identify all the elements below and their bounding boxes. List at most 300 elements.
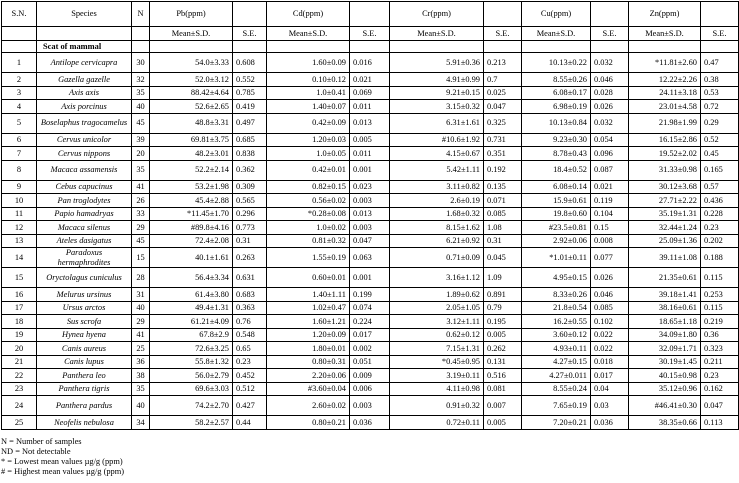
cu-mean-cell: 4.27±0.011 — [522, 369, 591, 383]
n-cell: 30 — [132, 53, 150, 73]
cr-mean-cell: 3.15±0.32 — [390, 100, 484, 114]
pb-se-cell: 0.419 — [233, 100, 267, 114]
n-cell: 35 — [132, 86, 150, 100]
cu-mean-cell: 7.65±0.19 — [522, 396, 591, 416]
cr-se-cell: 0.891 — [484, 288, 522, 302]
sn-cell: 3 — [2, 86, 37, 100]
cu-mean-cell: 6.08±0.14 — [522, 180, 591, 194]
zn-mean-cell: *11.81±2.60 — [629, 53, 701, 73]
table-row — [2, 221, 739, 235]
cd-mean-cell: 1.80±0.01 — [267, 342, 350, 356]
cr-mean-cell: 3.16±1.12 — [390, 268, 484, 288]
cu-se-cell: 0.03 — [591, 396, 629, 416]
cr-mean-cell: 5.42±1.11 — [390, 160, 484, 180]
group-blank — [591, 41, 629, 53]
cd-se-cell: 0.005 — [350, 133, 390, 147]
zn-se-cell: 0.047 — [701, 396, 739, 416]
pb-se-cell: 0.31 — [233, 234, 267, 248]
cr-se-cell: 0.516 — [484, 369, 522, 383]
sn-cell: 25 — [2, 416, 37, 430]
cd-mean-cell: 0.56±0.02 — [267, 194, 350, 208]
cu-mean-cell: 2.92±0.06 — [522, 234, 591, 248]
group-label: Scat of mammal — [37, 41, 132, 53]
n-cell: 15 — [132, 248, 150, 268]
zn-mean-cell: 34.09±1.80 — [629, 328, 701, 342]
cr-mean-cell: #10.6±1.92 — [390, 133, 484, 147]
pb-se-cell: 0.608 — [233, 53, 267, 73]
cr-se-cell: 0.213 — [484, 53, 522, 73]
cd-se-cell: 0.051 — [350, 355, 390, 369]
footnote-line: * = Lowest mean values µg/g (ppm) — [1, 457, 123, 466]
cu-se-cell: 0.087 — [591, 160, 629, 180]
group-blank — [701, 41, 739, 53]
zn-mean-cell: 39.18±1.41 — [629, 288, 701, 302]
cd-se-cell: 0.009 — [350, 369, 390, 383]
footnote-line: ND = Not detectable — [1, 447, 71, 456]
zn-se-cell: 0.188 — [701, 248, 739, 268]
species-cell: Hynea hyena — [37, 328, 132, 342]
pb-mean-cell: 54.0±3.33 — [150, 53, 233, 73]
table-row — [2, 160, 739, 180]
header-cr: Cr(ppm) — [390, 2, 484, 27]
cd-se-cell: 0.017 — [350, 328, 390, 342]
n-cell: 32 — [132, 73, 150, 87]
sn-cell: 15 — [2, 268, 37, 288]
table-row — [2, 194, 739, 208]
zn-mean-cell: 31.33±0.98 — [629, 160, 701, 180]
zn-se-cell: 0.53 — [701, 86, 739, 100]
cr-se-cell: 0.325 — [484, 113, 522, 133]
pb-se-cell: 0.631 — [233, 268, 267, 288]
zn-mean-cell: 30.19±1.45 — [629, 355, 701, 369]
table-row — [2, 113, 739, 133]
table-row — [2, 382, 739, 396]
cu-mean-cell: 18.4±0.52 — [522, 160, 591, 180]
group-blank — [390, 41, 484, 53]
species-cell: Paradoxus hermaphrodites — [37, 248, 132, 268]
n-cell: 41 — [132, 180, 150, 194]
cd-mean-cell: 1.55±0.19 — [267, 248, 350, 268]
cu-se-cell: 0.036 — [591, 416, 629, 430]
cr-se-cell: 0.025 — [484, 86, 522, 100]
header-row — [2, 2, 739, 27]
cr-mean-cell: 4.11±0.98 — [390, 382, 484, 396]
cu-mean-cell: 16.2±0.55 — [522, 315, 591, 329]
cd-se-cell: 0.224 — [350, 315, 390, 329]
cr-mean-cell: 3.11±0.82 — [390, 180, 484, 194]
zn-se-cell: 0.436 — [701, 194, 739, 208]
cu-se-cell: 0.119 — [591, 194, 629, 208]
n-cell: 35 — [132, 160, 150, 180]
pb-mean-cell: 49.4±1.31 — [150, 301, 233, 315]
cu-se-cell: 0.018 — [591, 355, 629, 369]
species-cell: Ateles dasigatus — [37, 234, 132, 248]
n-cell: 26 — [132, 194, 150, 208]
cu-mean-cell: *1.01±0.11 — [522, 248, 591, 268]
cd-mean-cell: 0.81±0.32 — [267, 234, 350, 248]
cr-mean-cell: 2.05±1.05 — [390, 301, 484, 315]
n-cell: 20 — [132, 147, 150, 161]
pb-mean-cell: 58.2±2.57 — [150, 416, 233, 430]
pb-mean-cell: 69.6±3.03 — [150, 382, 233, 396]
subheader-blank — [2, 27, 37, 41]
sn-cell: 8 — [2, 160, 37, 180]
n-cell: 25 — [132, 342, 150, 356]
n-cell: 41 — [132, 328, 150, 342]
table-row — [2, 315, 739, 329]
cd-mean-cell: 1.60±1.21 — [267, 315, 350, 329]
table-row — [2, 396, 739, 416]
subheader-zn-mean: Mean±S.D. — [629, 27, 701, 41]
cu-mean-cell: 8.33±0.26 — [522, 288, 591, 302]
sn-cell: 13 — [2, 234, 37, 248]
sn-cell: 11 — [2, 207, 37, 221]
pb-mean-cell: #89.8±4.16 — [150, 221, 233, 235]
cu-mean-cell: 10.13±0.22 — [522, 53, 591, 73]
zn-se-cell: 0.165 — [701, 160, 739, 180]
sn-cell: 23 — [2, 382, 37, 396]
sn-cell: 20 — [2, 342, 37, 356]
header-zn-blank — [701, 2, 739, 27]
zn-mean-cell: 35.12±0.96 — [629, 382, 701, 396]
sn-cell: 16 — [2, 288, 37, 302]
cu-se-cell: 0.054 — [591, 133, 629, 147]
sn-cell: 17 — [2, 301, 37, 315]
pb-mean-cell: 72.6±3.25 — [150, 342, 233, 356]
cr-se-cell: 0.262 — [484, 342, 522, 356]
table-row — [2, 342, 739, 356]
pb-mean-cell: 52.2±2.14 — [150, 160, 233, 180]
species-cell: Cervus nippons — [37, 147, 132, 161]
cd-mean-cell: 0.80±0.21 — [267, 416, 350, 430]
table-row — [2, 288, 739, 302]
cu-se-cell: 0.022 — [591, 328, 629, 342]
species-cell: Panthera tigris — [37, 382, 132, 396]
header-pb: Pb(ppm) — [150, 2, 233, 27]
zn-mean-cell: 23.01±4.58 — [629, 100, 701, 114]
cd-se-cell: 0.074 — [350, 301, 390, 315]
n-cell: 29 — [132, 315, 150, 329]
subheader-cr-mean: Mean±S.D. — [390, 27, 484, 41]
footnote-line: # = Highest mean values µg/g (ppm) — [1, 467, 125, 476]
sn-cell: 24 — [2, 396, 37, 416]
pb-mean-cell: 67.8±2.9 — [150, 328, 233, 342]
sn-cell: 6 — [2, 133, 37, 147]
zn-se-cell: 0.23 — [701, 221, 739, 235]
table-row — [2, 248, 739, 268]
cu-se-cell: 0.046 — [591, 288, 629, 302]
subheader-blank — [37, 27, 132, 41]
cu-mean-cell: 6.08±0.17 — [522, 86, 591, 100]
table-row — [2, 147, 739, 161]
n-cell: 34 — [132, 416, 150, 430]
cr-se-cell: 0.007 — [484, 396, 522, 416]
cu-se-cell: 0.04 — [591, 382, 629, 396]
zn-mean-cell: 40.15±0.98 — [629, 369, 701, 383]
cr-mean-cell: 2.6±0.19 — [390, 194, 484, 208]
sn-cell: 10 — [2, 194, 37, 208]
sn-cell: 7 — [2, 147, 37, 161]
n-cell: 28 — [132, 268, 150, 288]
pb-mean-cell: 56.4±3.34 — [150, 268, 233, 288]
zn-mean-cell: 21.35±0.61 — [629, 268, 701, 288]
cu-se-cell: 0.102 — [591, 315, 629, 329]
sn-cell: 12 — [2, 221, 37, 235]
pb-mean-cell: 52.0±3.12 — [150, 73, 233, 87]
cr-mean-cell: 8.15±1.62 — [390, 221, 484, 235]
zn-se-cell: 0.23 — [701, 369, 739, 383]
pb-se-cell: 0.512 — [233, 382, 267, 396]
cu-se-cell: 0.022 — [591, 342, 629, 356]
cd-se-cell: 0.047 — [350, 234, 390, 248]
zn-mean-cell: 32.09±1.71 — [629, 342, 701, 356]
zn-se-cell: 0.57 — [701, 180, 739, 194]
n-cell: 45 — [132, 113, 150, 133]
pb-mean-cell: 61.4±3.80 — [150, 288, 233, 302]
cd-se-cell: 0.069 — [350, 86, 390, 100]
cd-se-cell: 0.011 — [350, 100, 390, 114]
cd-se-cell: 0.011 — [350, 147, 390, 161]
species-cell: Canis lupus — [37, 355, 132, 369]
cu-mean-cell: 7.20±0.21 — [522, 416, 591, 430]
subheader-blank — [132, 27, 150, 41]
cd-se-cell: 0.003 — [350, 194, 390, 208]
cu-se-cell: 0.026 — [591, 100, 629, 114]
zn-se-cell: 0.47 — [701, 53, 739, 73]
header-species: Species — [37, 2, 132, 27]
cd-se-cell: 0.002 — [350, 342, 390, 356]
group-blank — [350, 41, 390, 53]
species-cell: Panthera leo — [37, 369, 132, 383]
zn-mean-cell: 12.22±2.26 — [629, 73, 701, 87]
header-n: N — [132, 2, 150, 27]
cd-mean-cell: *0.28±0.08 — [267, 207, 350, 221]
header-cr-blank — [484, 2, 522, 27]
cu-se-cell: 0.017 — [591, 369, 629, 383]
header-sn: S.N. — [2, 2, 37, 27]
cd-se-cell: 0.013 — [350, 207, 390, 221]
cr-se-cell: 0.79 — [484, 301, 522, 315]
cd-mean-cell: 2.20±0.06 — [267, 369, 350, 383]
cd-se-cell: 0.036 — [350, 416, 390, 430]
species-cell: Panthera pardus — [37, 396, 132, 416]
n-cell: 38 — [132, 369, 150, 383]
subheader-pb-mean: Mean±S.D. — [150, 27, 233, 41]
sn-cell: 21 — [2, 355, 37, 369]
subheader-zn-se: S.E. — [701, 27, 739, 41]
pb-mean-cell: *11.45±1.70 — [150, 207, 233, 221]
pb-mean-cell: 55.8±1.32 — [150, 355, 233, 369]
pb-se-cell: 0.44 — [233, 416, 267, 430]
cu-mean-cell: 15.9±0.61 — [522, 194, 591, 208]
pb-se-cell: 0.683 — [233, 288, 267, 302]
zn-se-cell: 0.45 — [701, 147, 739, 161]
pb-se-cell: 0.548 — [233, 328, 267, 342]
header-pb-blank — [233, 2, 267, 27]
cu-mean-cell: 3.60±0.12 — [522, 328, 591, 342]
sn-cell: 22 — [2, 369, 37, 383]
zn-se-cell: 0.202 — [701, 234, 739, 248]
species-cell: Gazella gazelle — [37, 73, 132, 87]
pb-mean-cell: 74.2±2.70 — [150, 396, 233, 416]
n-cell: 33 — [132, 207, 150, 221]
cr-se-cell: 0.045 — [484, 248, 522, 268]
species-cell: Pan troglodytes — [37, 194, 132, 208]
cr-se-cell: 1.08 — [484, 221, 522, 235]
cr-mean-cell: 4.91±0.99 — [390, 73, 484, 87]
cr-se-cell: 0.31 — [484, 234, 522, 248]
species-cell: Macaca silenus — [37, 221, 132, 235]
zn-se-cell: 0.211 — [701, 355, 739, 369]
pb-se-cell: 0.785 — [233, 86, 267, 100]
zn-mean-cell: 32.44±1.24 — [629, 221, 701, 235]
zn-se-cell: 0.115 — [701, 301, 739, 315]
species-cell: Cervus unicolor — [37, 133, 132, 147]
n-cell: 31 — [132, 288, 150, 302]
cd-mean-cell: 1.20±0.03 — [267, 133, 350, 147]
cu-mean-cell: 4.95±0.15 — [522, 268, 591, 288]
table-row — [2, 133, 739, 147]
cr-se-cell: 0.071 — [484, 194, 522, 208]
cu-se-cell: 0.028 — [591, 86, 629, 100]
pb-se-cell: 0.65 — [233, 342, 267, 356]
cd-se-cell: 0.006 — [350, 382, 390, 396]
table-row — [2, 234, 739, 248]
table-row — [2, 207, 739, 221]
cd-mean-cell: 1.02±0.47 — [267, 301, 350, 315]
cu-se-cell: 0.096 — [591, 147, 629, 161]
species-cell: Melurus ursinus — [37, 288, 132, 302]
n-cell: 40 — [132, 301, 150, 315]
zn-mean-cell: 30.12±3.68 — [629, 180, 701, 194]
subheader-cd-mean: Mean±S.D. — [267, 27, 350, 41]
table-row — [2, 73, 739, 87]
cu-mean-cell: 6.98±0.19 — [522, 100, 591, 114]
pb-mean-cell: 48.2±3.01 — [150, 147, 233, 161]
species-cell: Sus scrofa — [37, 315, 132, 329]
cd-mean-cell: 2.60±0.02 — [267, 396, 350, 416]
cd-se-cell: 0.003 — [350, 221, 390, 235]
cu-mean-cell: 19.8±0.60 — [522, 207, 591, 221]
cd-mean-cell: 1.40±1.11 — [267, 288, 350, 302]
cr-mean-cell: 6.31±1.61 — [390, 113, 484, 133]
subheader-cu-mean: Mean±S.D. — [522, 27, 591, 41]
cu-se-cell: 0.15 — [591, 221, 629, 235]
pb-mean-cell: 48.8±3.31 — [150, 113, 233, 133]
pb-se-cell: 0.309 — [233, 180, 267, 194]
cr-mean-cell: 0.91±0.32 — [390, 396, 484, 416]
zn-mean-cell: 38.16±0.61 — [629, 301, 701, 315]
n-cell: 35 — [132, 382, 150, 396]
header-cu-blank — [591, 2, 629, 27]
pb-se-cell: 0.773 — [233, 221, 267, 235]
zn-se-cell: 0.162 — [701, 382, 739, 396]
pb-se-cell: 0.76 — [233, 315, 267, 329]
cr-se-cell: 0.192 — [484, 160, 522, 180]
n-cell: 39 — [132, 133, 150, 147]
data-table-container — [1, 1, 727, 430]
cr-mean-cell: 5.91±0.36 — [390, 53, 484, 73]
table-row — [2, 355, 739, 369]
cd-se-cell: 0.023 — [350, 180, 390, 194]
zn-mean-cell: 24.11±3.18 — [629, 86, 701, 100]
subheader-row — [2, 27, 739, 41]
pb-mean-cell: 56.0±2.79 — [150, 369, 233, 383]
pb-se-cell: 0.685 — [233, 133, 267, 147]
subheader-cd-se: S.E. — [350, 27, 390, 41]
cd-se-cell: 0.001 — [350, 160, 390, 180]
zn-se-cell: 0.115 — [701, 268, 739, 288]
table-row — [2, 53, 739, 73]
zn-se-cell: 0.253 — [701, 288, 739, 302]
cu-se-cell: 0.046 — [591, 73, 629, 87]
cr-se-cell: 0.081 — [484, 382, 522, 396]
cd-mean-cell: 0.42±0.01 — [267, 160, 350, 180]
pb-se-cell: 0.565 — [233, 194, 267, 208]
pb-se-cell: 0.363 — [233, 301, 267, 315]
species-cell: Macaca assamensis — [37, 160, 132, 180]
cd-se-cell: 0.001 — [350, 268, 390, 288]
group-blank — [233, 41, 267, 53]
zn-mean-cell: 39.11±1.08 — [629, 248, 701, 268]
n-cell: 45 — [132, 234, 150, 248]
zn-se-cell: 0.323 — [701, 342, 739, 356]
species-cell: Papio hamadryas — [37, 207, 132, 221]
pb-mean-cell: 40.1±1.61 — [150, 248, 233, 268]
zn-se-cell: 0.52 — [701, 133, 739, 147]
sn-cell: 19 — [2, 328, 37, 342]
cr-mean-cell: 4.15±0.67 — [390, 147, 484, 161]
pb-se-cell: 0.263 — [233, 248, 267, 268]
pb-mean-cell: 69.81±3.75 — [150, 133, 233, 147]
pb-mean-cell: 52.6±2.65 — [150, 100, 233, 114]
species-cell: Antilope cervicapra — [37, 53, 132, 73]
cd-se-cell: 0.003 — [350, 396, 390, 416]
pb-se-cell: 0.296 — [233, 207, 267, 221]
sn-cell: 2 — [2, 73, 37, 87]
cu-mean-cell: 8.55±0.26 — [522, 73, 591, 87]
cu-se-cell: 0.085 — [591, 301, 629, 315]
zn-mean-cell: 25.09±1.36 — [629, 234, 701, 248]
cu-mean-cell: 8.55±0.24 — [522, 382, 591, 396]
pb-se-cell: 0.552 — [233, 73, 267, 87]
cu-mean-cell: 10.13±0.84 — [522, 113, 591, 133]
zn-se-cell: 0.113 — [701, 416, 739, 430]
pb-mean-cell: 72.4±2.08 — [150, 234, 233, 248]
cr-se-cell: 0.005 — [484, 416, 522, 430]
cr-se-cell: 0.731 — [484, 133, 522, 147]
zn-se-cell: 0.72 — [701, 100, 739, 114]
zn-se-cell: 0.38 — [701, 73, 739, 87]
species-cell: Cebus capucinus — [37, 180, 132, 194]
sn-cell: 1 — [2, 53, 37, 73]
sn-cell: 14 — [2, 248, 37, 268]
n-cell: 36 — [132, 355, 150, 369]
sn-cell: 18 — [2, 315, 37, 329]
cd-mean-cell: #3.60±0.04 — [267, 382, 350, 396]
cu-se-cell: 0.021 — [591, 180, 629, 194]
cd-mean-cell: 1.0±0.05 — [267, 147, 350, 161]
cr-mean-cell: 1.68±0.32 — [390, 207, 484, 221]
zn-mean-cell: 19.52±2.02 — [629, 147, 701, 161]
group-blank — [132, 41, 150, 53]
cr-mean-cell: 9.21±0.15 — [390, 86, 484, 100]
cu-se-cell: 0.032 — [591, 53, 629, 73]
pb-se-cell: 0.497 — [233, 113, 267, 133]
pb-se-cell: 0.427 — [233, 396, 267, 416]
species-cell: Neofelis nebulosa — [37, 416, 132, 430]
header-cd: Cd(ppm) — [267, 2, 350, 27]
